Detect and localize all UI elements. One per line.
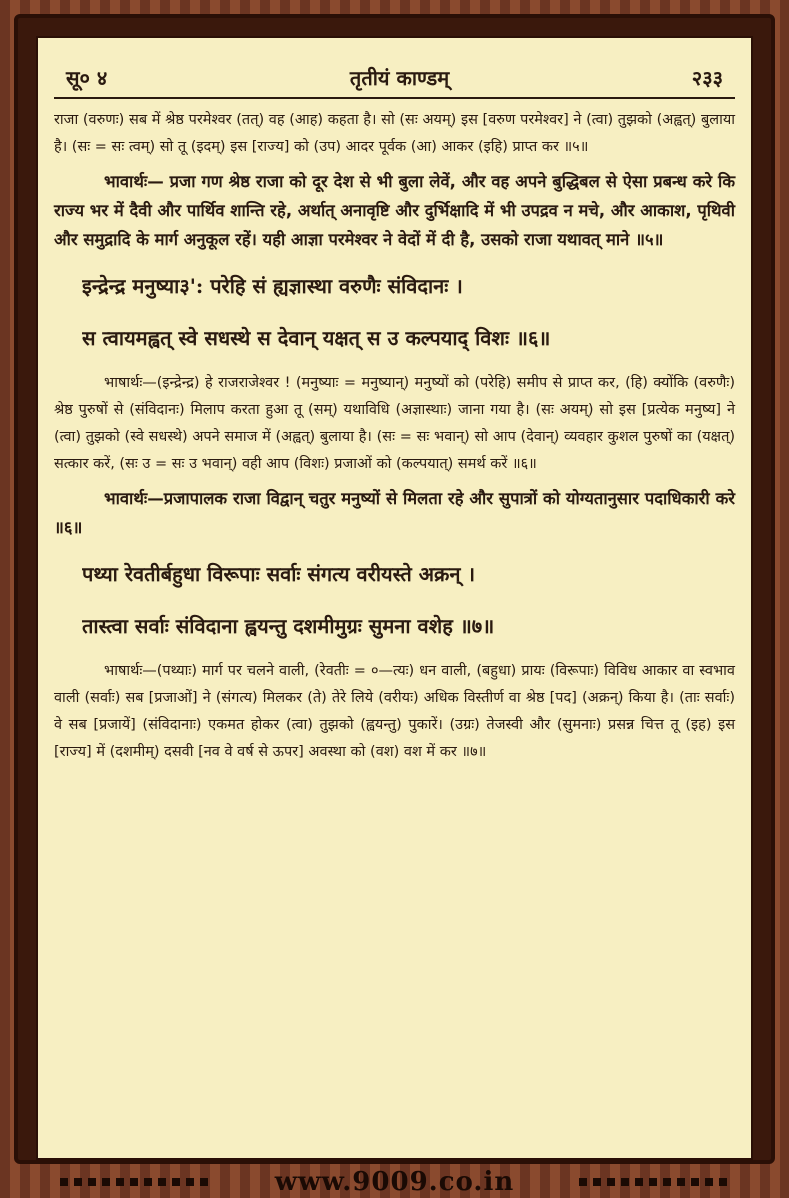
mantra-7-line-1: पथ्या रेवतीर्बहुधा विरूपाः सर्वाः संगत्य वरीयस्ते अक्रन् । [82,562,476,586]
paragraph-bhashy-5: राजा (वरुणः) सब में श्रेष्ठ परमेश्वर (तत्) वह (आह) कहता है। सो (सः अयम्) इस [वरुण परमेश्वर] ने (त्वा) तुझको (अह्वत्) बुलाया है। (सः = सः त्वम्) सो तू (इदम्) इस [राज्य] को (उप) आदर पूर्वक (आ) आकर (इहि) प्राप्त कर ॥५॥ [54,112,735,155]
mantra-7 [54,554,735,646]
paragraph-bhashy-6: भाषार्थः—(इन्द्रेन्द्र) हे राजराजेश्वर ! (मनुष्याः = मनुष्यान्) मनुष्यों को (परेहि) समीप से प्राप्त कर, (हि) क्योंकि (वरुणैः) श्रेष्ठ पुरुषों से (संविदानः) मिलाप करता हुआ तू (सम्) यथाविधि (अज्ञास्थाः) जाना गया है। (सः अयम्) सो इस [प्रत्येक मनुष्य] ने (त्वा) तुझको (स्वे सधस्थे) अपने समाज में (अह्वत्) बुलाया है। (सः = सः भवान्) सो आप (देवान्) व्यवहार कुशल पुरुषों का (यक्षत्) सत्कार करें, (सः उ = सः उ भवान्) वही आप (विशः) प्रजाओं को (कल्पयात्) समर्थ करें ॥६॥ [54,375,735,472]
mantra-6-line-2: स त्वायमह्वत् स्वे सधस्थे स देवान् यक्षत् स उ कल्पयाद् विशः ॥६॥ [82,326,551,350]
paragraph-bhashy-7: भाषार्थः—(पथ्याः) मार्ग पर चलने वाली, (रेवतीः = ०—त्यः) धन वाली, (बहुधा) प्रायः (विरूपाः) विविध आकार वा स्वभाव वाली (सर्वाः) सब [प्रजाओं] ने (संगत्य) मिलकर (ते) तेरे लिये (वरीयः) अधिक विस्तीर्ण वा श्रेष्ठ [पद] (अक्रन्) किया है। (ताः सर्वाः) वे सब [प्रजायें] (संविदानाः) एकमत होकर (त्वा) तुझको (ह्वयन्तु) पुकारें। (उग्रः) तेजस्वी और (सुमनाः) प्रसन्न चित्त तू (इह) इस [राज्य] में (दशमीम्) दसवी [नव वे वर्ष से ऊपर] अवस्था को (वश) वश में कर ॥७॥ [54,663,735,760]
page-header [54,64,735,99]
book-page [36,36,753,1160]
mantra-6-line-1: इन्द्रेन्द्र मनुष्या३': परेहि सं ह्यज्ञास्था वरुणैः संविदानः । [82,274,463,298]
kand-title: तृतीयं काण्डम् [349,66,450,90]
page-number: २३३ [691,66,723,90]
mantra-7-line-2: तास्त्वा सर्वाः संविदाना ह्वयन्तु दशमीमुग्रः सुमना वशेह ॥७॥ [82,614,495,638]
footer-url[interactable]: www.9009.co.in [274,1167,515,1197]
paragraph-bhavartha-6: भावार्थः—प्रजापालक राजा विद्वान् चतुर मनुष्यों से मिलता रहे और सुपात्रों को योग्यतानुसार पदाधिकारी करे ॥६॥ [54,489,735,537]
mantra-6 [54,266,735,358]
sukta-number: सू० ४ [66,66,108,90]
paragraph-bhavartha-5: भावार्थः— प्रजा गण श्रेष्ठ राजा को दूर देश से भी बुला लेवें, और वह अपने बुद्धिबल से ऐसा प्रबन्ध करे कि राज्य भर में दैवी और पार्थिव शान्ति रहे, अर्थात् अनावृष्टि और दुर्भिक्षादि में भी उपद्रव न मचे, और आकाश, पृथिवी और समुद्रादि के मार्ग अनुकूल रहें। यही आज्ञा परमेश्वर ने वेदों में दी है, उसको राजा यथावत् माने ॥५॥ [54,172,735,249]
